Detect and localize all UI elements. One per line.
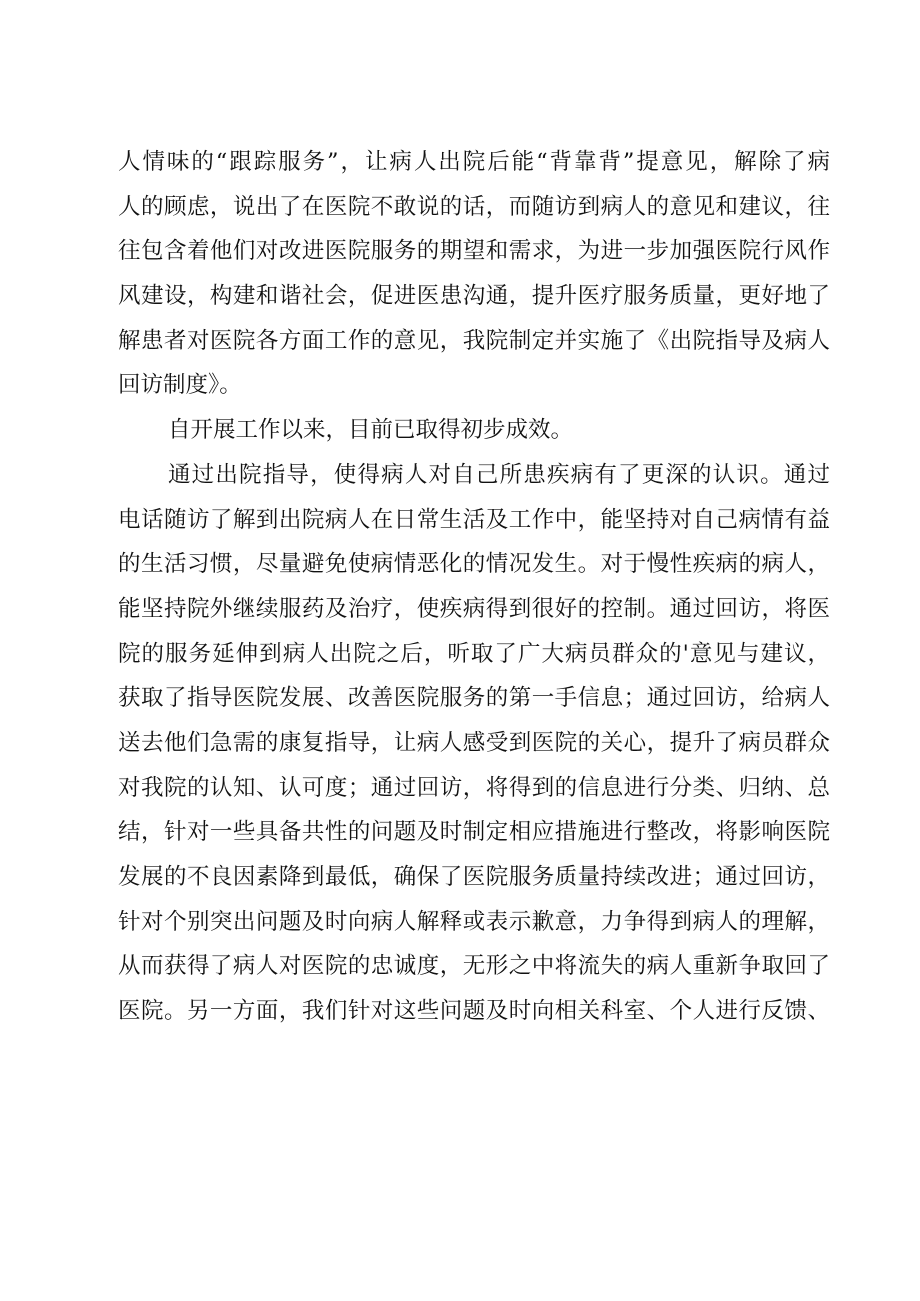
text-line: 往包含着他们对改进医院服务的期望和需求，为进一步加强医院行风作 [118, 238, 830, 265]
text-line: 人的顾虑，说出了在医院不敢说的话，而随访到病人的意见和建议，往 [118, 193, 830, 220]
paragraph-first-line: 自开展工作以来，目前已取得初步成效。 [168, 417, 574, 444]
text-line: 结，针对一些具备共性的问题及时制定相应措施进行整改，将影响医院 [118, 819, 830, 846]
text-line: 电话随访了解到出院病人在日常生活及工作中，能坚持对自己病情有益 [118, 506, 830, 533]
text-line: 对我院的认知、认可度；通过回访，将得到的信息进行分类、归纳、总 [118, 774, 830, 801]
paragraph-first-line: 通过出院指导，使得病人对自己所患疾病有了更深的认识。通过 [168, 461, 830, 488]
text-line: 的生活习惯，尽量避免使病情恶化的情况发生。对于慢性疾病的病人， [118, 551, 830, 578]
text-line: 人情味的“跟踪服务”，让病人出院后能“背靠背”提意见，解除了病 [118, 149, 830, 175]
text-line: 解患者对医院各方面工作的意见，我院制定并实施了《出院指导及病人 [118, 327, 830, 354]
text-line: 回访制度》。 [118, 372, 242, 399]
text-line: 从而获得了病人对医院的忠诚度，无形之中将流失的病人重新争取回了 [118, 953, 830, 980]
text-line: 发展的不良因素降到最低，确保了医院服务质量持续改进；通过回访， [118, 864, 830, 890]
text-line: 医院。另一方面，我们针对这些问题及时向相关科室、个人进行反馈、 [118, 998, 830, 1025]
text-line: 院的服务延伸到病人出院之后，听取了广大病员群众的'意见与建议， [118, 640, 830, 667]
text-line: 送去他们急需的康复指导，让病人感受到医院的关心，提升了病员群众 [118, 729, 830, 756]
text-line: 获取了指导医院发展、改善医院服务的第一手信息；通过回访，给病人 [118, 685, 830, 712]
text-line: 能坚持院外继续服药及治疗，使疾病得到很好的控制。通过回访，将医 [118, 595, 830, 622]
text-line: 针对个别突出问题及时向病人解释或表示歉意，力争得到病人的理解， [118, 908, 830, 935]
body-text [118, 140, 830, 1034]
text-line: 风建设，构建和谐社会，促进医患沟通，提升医疗服务质量，更好地了 [118, 283, 830, 310]
